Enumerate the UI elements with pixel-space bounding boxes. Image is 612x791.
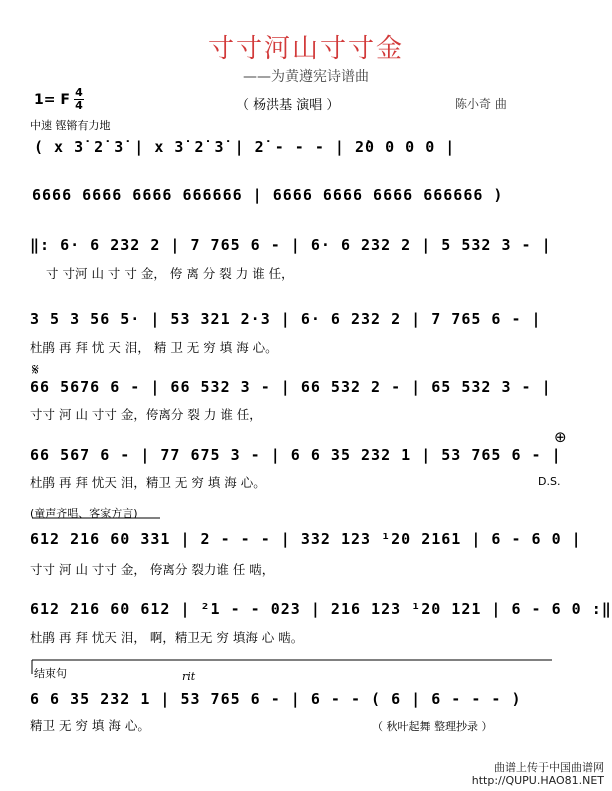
- notation-line-6: 66 567 6 - | 77 675 3 - | 6 6 35 232 1 | 53 765 6 - |: [30, 446, 562, 464]
- notation-line-5: 66 5676 6 - | 66 532 3 - | 66 532 2 - | 65 532 3 - |: [30, 378, 552, 396]
- transcriber-note: （ 秋叶起舞 整理抄录 ）: [372, 720, 493, 733]
- lyric-line-7: 精卫 无 穷 填 海 心。: [30, 718, 150, 733]
- key-signature: 1= F: [34, 92, 70, 108]
- time-numerator: 4: [75, 86, 83, 99]
- ds-marking: D.S.: [538, 475, 561, 488]
- footer-upload-text: 曲谱上传于中国曲谱网: [494, 761, 604, 774]
- rit-marking: rit: [182, 670, 196, 683]
- coda-sign: ⊕: [554, 428, 567, 446]
- lyric-line-3: 寸寸 河 山 寸寸 金，侉离分 裂 力 谁 任，: [30, 407, 262, 422]
- lyric-line-2: 杜鹃 再 拜 忧 天 泪， 精 卫 无 穷 填 海 心。: [30, 340, 278, 355]
- composer-credit: 陈小奇 曲: [455, 97, 507, 111]
- singer-credit: （ 杨洪基 演唱 ）: [236, 98, 340, 113]
- song-title: 寸寸河山寸寸金: [207, 34, 404, 64]
- notation-line-4: 3 5 3 56 5· | 53 321 2·3 | 6· 6 232 2 | 7 765 6 - |: [30, 310, 542, 328]
- section-children-label: (童声齐唱、客家方言): [30, 507, 138, 520]
- lyric-line-1: 寸 寸河 山 寸 寸 金， 侉 离 分 裂 力 谁 任，: [46, 266, 294, 281]
- notation-line-9: 6 6 35 232 1 | 53 765 6 - | 6 - - ( 6 | 6 - - - ): [30, 690, 522, 708]
- notation-line-7: 612 216 60 331 | 2 - - - | 332 123 ¹20 2161 | 6 - 6 0 |: [30, 530, 582, 548]
- section-ending-label: 结束句: [34, 667, 67, 680]
- notation-line-8: 612 216 60 612 | ²1 - - 023 | 216 123 ¹20 121 | 6 - 6 0 :‖: [30, 600, 612, 618]
- song-subtitle: ——为黄遵宪诗谱曲: [243, 69, 369, 85]
- footer-url: http://QUPU.HAO81.NET: [471, 774, 604, 787]
- lyric-line-4: 杜鹃 再 拜 忧天 泪，精卫 无 穷 填 海 心。: [30, 475, 266, 490]
- lyric-line-6: 杜鹃 再 拜 忧天 泪， 啊，精卫无 穷 填海 心 啮。: [30, 630, 304, 645]
- lyric-line-5: 寸寸 河 山 寸寸 金， 侉离分 裂力谁 任 啮，: [30, 562, 275, 577]
- segno-sign: 𝄋: [32, 360, 39, 379]
- notation-line-3: ‖: 6· 6 232 2 | 7 765 6 - | 6· 6 232 2 | 5 532 3 - |: [30, 236, 552, 254]
- tempo-marking: 中速 铿锵有力地: [30, 119, 111, 132]
- notation-line-2: 6666 6666 6666 666666 | 6666 6666 6666 666666 ): [32, 186, 504, 204]
- notation-line-1: ( x 3̇ 2̇ 3̇ | x 3̇ 2̇ 3̇ | 2̇ - - - | 2̇0 0 0 0 |: [34, 138, 456, 156]
- time-denominator: 4: [75, 99, 83, 112]
